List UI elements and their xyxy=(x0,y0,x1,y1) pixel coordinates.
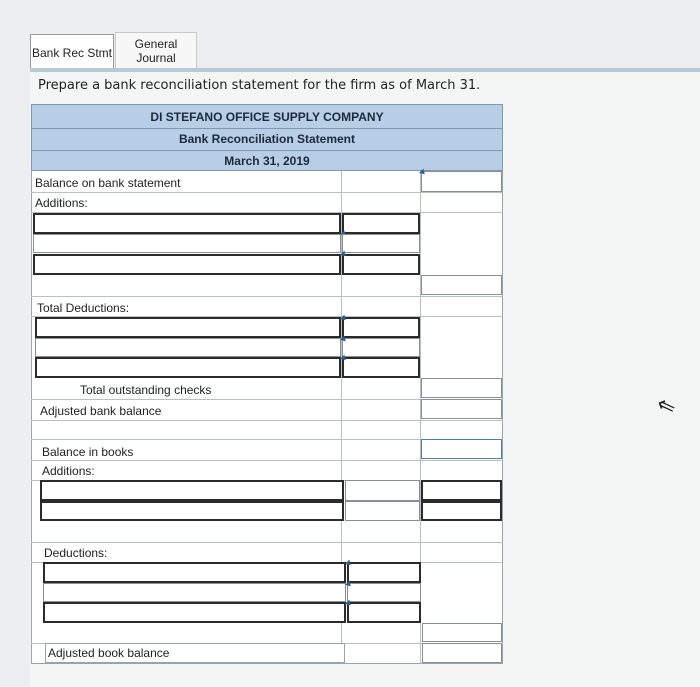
deduction-desc-input-2[interactable] xyxy=(35,338,341,357)
row-divider xyxy=(31,420,503,421)
deduction-amount-input-3[interactable] xyxy=(342,357,420,378)
addition-amount-input-2[interactable] xyxy=(342,234,420,253)
addition-amount-input-1[interactable] xyxy=(342,213,420,234)
tab-bank-rec-stmt[interactable] xyxy=(30,34,114,70)
instruction-text: Prepare a bank reconciliation statement for the firm as of March 31. xyxy=(38,78,481,93)
outstanding-total-input[interactable] xyxy=(421,378,502,398)
deduction-amount-input-1[interactable] xyxy=(342,317,420,338)
label-adjusted-book: Adjusted book balance xyxy=(48,646,170,660)
label-total-deductions: Total Deductions: xyxy=(37,301,130,315)
adjusted-bank-input[interactable] xyxy=(421,399,502,419)
book-deductions-total-input[interactable] xyxy=(422,623,502,642)
tab-general-journal[interactable] xyxy=(115,32,197,68)
label-balance-bank: Balance on bank statement xyxy=(35,176,181,190)
book-deduction-amount-input-3[interactable] xyxy=(347,602,421,623)
label-total-outstanding: Total outstanding checks xyxy=(80,383,212,397)
statement-date: March 31, 2019 xyxy=(224,154,310,168)
book-deduction-desc-input-2[interactable] xyxy=(43,583,346,602)
row-divider xyxy=(31,460,503,461)
addition-desc-input-1[interactable] xyxy=(33,213,341,234)
header-divider xyxy=(32,128,502,129)
book-addition-amount-input-1[interactable] xyxy=(345,480,420,501)
book-addition-total-input-2[interactable] xyxy=(421,501,502,521)
statement-header xyxy=(31,104,503,171)
book-addition-desc-input-2[interactable] xyxy=(40,501,344,521)
label-deductions-books: Deductions: xyxy=(44,546,108,560)
label-balance-books: Balance in books xyxy=(42,445,134,459)
deduction-amount-input-2[interactable] xyxy=(342,338,420,357)
deduction-desc-input-1[interactable] xyxy=(35,317,341,338)
addition-desc-input-3[interactable] xyxy=(33,254,341,275)
row-divider xyxy=(31,296,503,297)
book-deduction-amount-input-2[interactable] xyxy=(347,583,421,602)
balance-bank-input[interactable] xyxy=(421,171,502,192)
row-divider xyxy=(31,192,503,193)
company-name: DI STEFANO OFFICE SUPPLY COMPANY xyxy=(150,110,384,124)
book-addition-amount-input-2[interactable] xyxy=(345,501,420,521)
label-additions-bank: Additions: xyxy=(35,196,88,210)
deduction-desc-input-3[interactable] xyxy=(35,357,341,378)
label-adjusted-bank: Adjusted bank balance xyxy=(40,404,162,418)
addition-desc-input-2[interactable] xyxy=(33,234,341,253)
book-addition-desc-input-1[interactable] xyxy=(40,480,344,501)
book-deduction-amount-input-1[interactable] xyxy=(347,562,421,583)
tab-label: Bank Rec Stmt xyxy=(31,45,113,60)
additions-total-input[interactable] xyxy=(421,275,502,295)
adjusted-book-label-cell xyxy=(45,643,345,663)
label-additions-books: Additions: xyxy=(42,464,95,478)
header-divider xyxy=(32,150,502,151)
addition-amount-input-3[interactable] xyxy=(342,254,420,275)
adjusted-book-input[interactable] xyxy=(422,643,502,663)
row-divider xyxy=(31,542,503,543)
book-deduction-desc-input-1[interactable] xyxy=(43,562,346,583)
balance-books-input[interactable] xyxy=(421,439,502,459)
book-deduction-desc-input-3[interactable] xyxy=(43,602,346,623)
mouse-cursor-icon: ⇖ xyxy=(653,390,679,421)
statement-title: Bank Reconciliation Statement xyxy=(178,132,356,146)
tab-label: General Journal xyxy=(134,36,178,65)
book-addition-total-input-1[interactable] xyxy=(421,480,502,501)
